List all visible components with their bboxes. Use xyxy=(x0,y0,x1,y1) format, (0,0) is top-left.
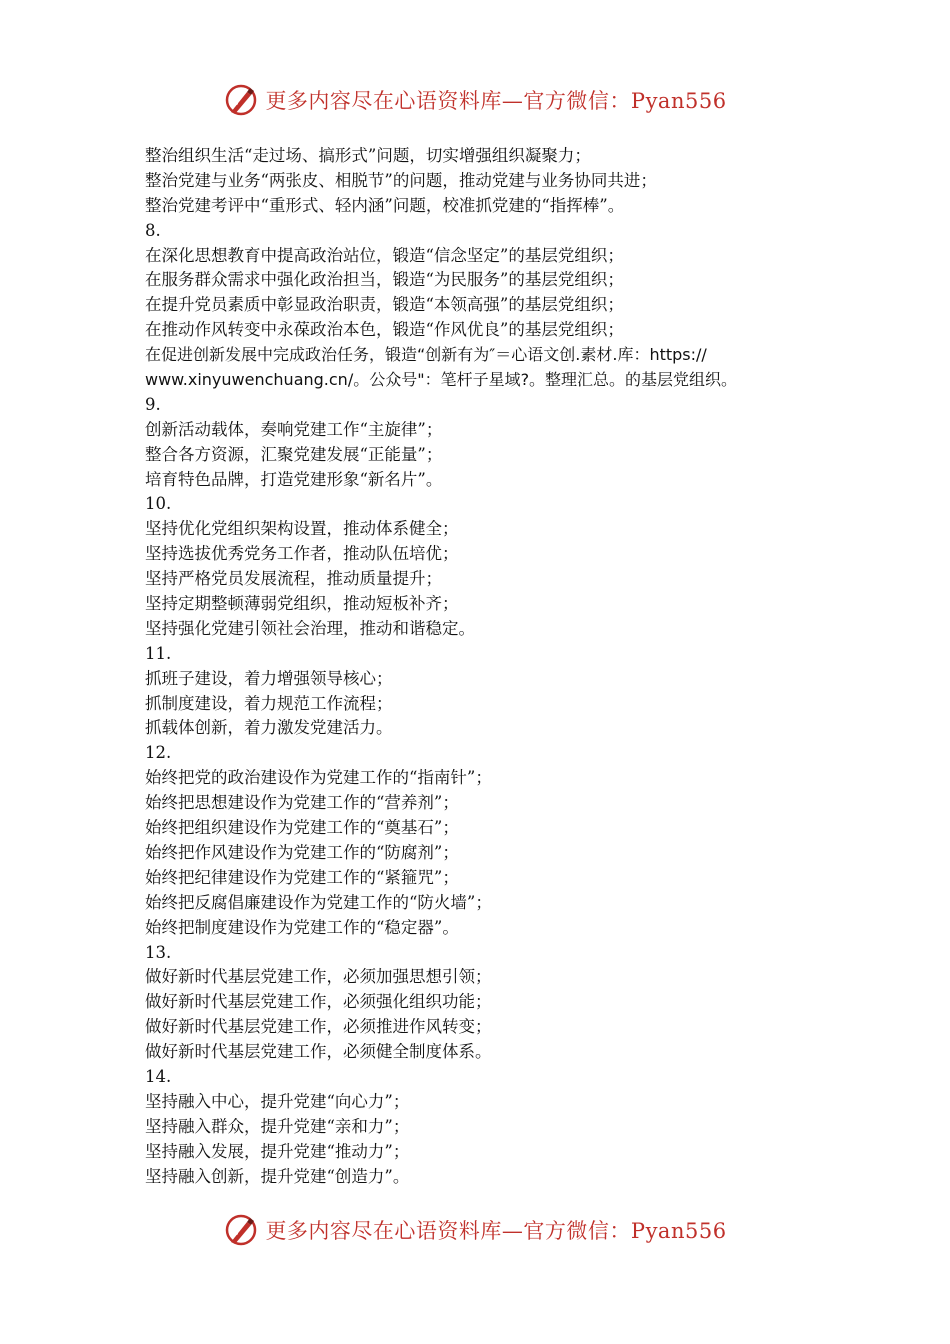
section-number: 10. xyxy=(145,494,172,514)
pen-logo-icon xyxy=(223,82,259,118)
text-line: 坚持强化党建引领社会治理，推动和谐稳定。 xyxy=(145,618,475,638)
text-line: 坚持严格党员发展流程，推动质量提升； xyxy=(145,569,442,589)
section-number: 12. xyxy=(145,743,172,763)
text-line: 始终把反腐倡廉建设作为党建工作的“防火墙”； xyxy=(145,892,492,912)
text-line: 创新活动载体，奏响党建工作“主旋律”； xyxy=(145,419,443,439)
text-line: 坚持融入中心，提升党建“向心力”； xyxy=(145,1091,410,1111)
text-line: 整治党建与业务“两张皮、相脱节”的问题，推动党建与业务协同共进； xyxy=(145,170,657,190)
section-number: 13. xyxy=(145,942,172,962)
text-line: 做好新时代基层党建工作，必须推进作风转变； xyxy=(145,1017,492,1037)
text-line: 抓制度建设，着力规范工作流程； xyxy=(145,693,393,713)
text-line: 在推动作风转变中永葆政治本色，锻造“作风优良”的基层党组织； xyxy=(145,320,624,340)
document-body xyxy=(145,144,825,1189)
text-line: 坚持融入群众，提升党建“亲和力”； xyxy=(145,1116,410,1136)
text-line: 坚持优化党组织架构设置，推动体系健全； xyxy=(145,519,459,539)
text-line: 始终把党的政治建设作为党建工作的“指南针”； xyxy=(145,768,492,788)
text-line: 始终把思想建设作为党建工作的“营养剂”； xyxy=(145,793,459,813)
text-line: 坚持选拔优秀党务工作者，推动队伍培优； xyxy=(145,544,459,564)
text-line: 坚持融入创新，提升党建“创造力”。 xyxy=(145,1166,410,1186)
text-line: 在服务群众需求中强化政治担当，锻造“为民服务”的基层党组织； xyxy=(145,270,624,290)
text-line: 始终把纪律建设作为党建工作的“紧箍咒”； xyxy=(145,867,459,887)
text-line: 整治组织生活“走过场、搞形式”问题，切实增强组织凝聚力； xyxy=(145,146,591,165)
text-line: 抓班子建设，着力增强领导核心； xyxy=(145,668,393,688)
text-line: 整治党建考评中“重形式、轻内涵”问题，校准抓党建的“指挥棒”。 xyxy=(145,195,625,215)
text-line: 在提升党员素质中彰显政治职责，锻造“本领高强”的基层党组织； xyxy=(145,295,624,315)
footer-banner-text: 更多内容尽在心语资料库—官方微信：Pyan556 xyxy=(265,1219,727,1243)
text-line: 培育特色品牌，打造党建形象“新名片”。 xyxy=(145,469,443,489)
section-number: 9. xyxy=(145,394,161,414)
footer-banner xyxy=(0,1210,950,1250)
text-line: 做好新时代基层党建工作，必须强化组织功能； xyxy=(145,992,492,1012)
text-line: 整合各方资源，汇聚党建发展“正能量”； xyxy=(145,444,443,464)
section-number: 14. xyxy=(145,1066,172,1086)
text-line: 做好新时代基层党建工作，必须加强思想引领； xyxy=(145,967,492,987)
pen-logo-icon xyxy=(223,1212,259,1248)
text-line: 始终把制度建设作为党建工作的“稳定器”。 xyxy=(145,917,459,937)
text-line: 坚持融入发展，提升党建“推动力”； xyxy=(145,1141,410,1161)
header-banner-text: 更多内容尽在心语资料库—官方微信：Pyan556 xyxy=(265,89,727,113)
text-line: 做好新时代基层党建工作，必须健全制度体系。 xyxy=(145,1042,492,1062)
text-line: 坚持定期整顿薄弱党组织，推动短板补齐； xyxy=(145,594,459,614)
section-number: 8. xyxy=(145,220,161,240)
header-banner xyxy=(0,80,950,120)
text-line: www.xinyuwenchuang.cn/。公众号"：笔杆子星域?。整理汇总。的基层党组织。 xyxy=(145,370,738,390)
text-line: 始终把作风建设作为党建工作的“防腐剂”； xyxy=(145,842,459,862)
text-line: 始终把组织建设作为党建工作的“奠基石”； xyxy=(145,818,459,838)
text-line: 在促进创新发展中完成政治任务，锻造“创新有为″＝心语文创.素材.库：https:// xyxy=(145,345,707,365)
text-line: 在深化思想教育中提高政治站位，锻造“信念坚定”的基层党组织； xyxy=(145,245,624,265)
text-line: 抓载体创新，着力激发党建活力。 xyxy=(145,718,393,738)
section-number: 11. xyxy=(145,643,172,663)
